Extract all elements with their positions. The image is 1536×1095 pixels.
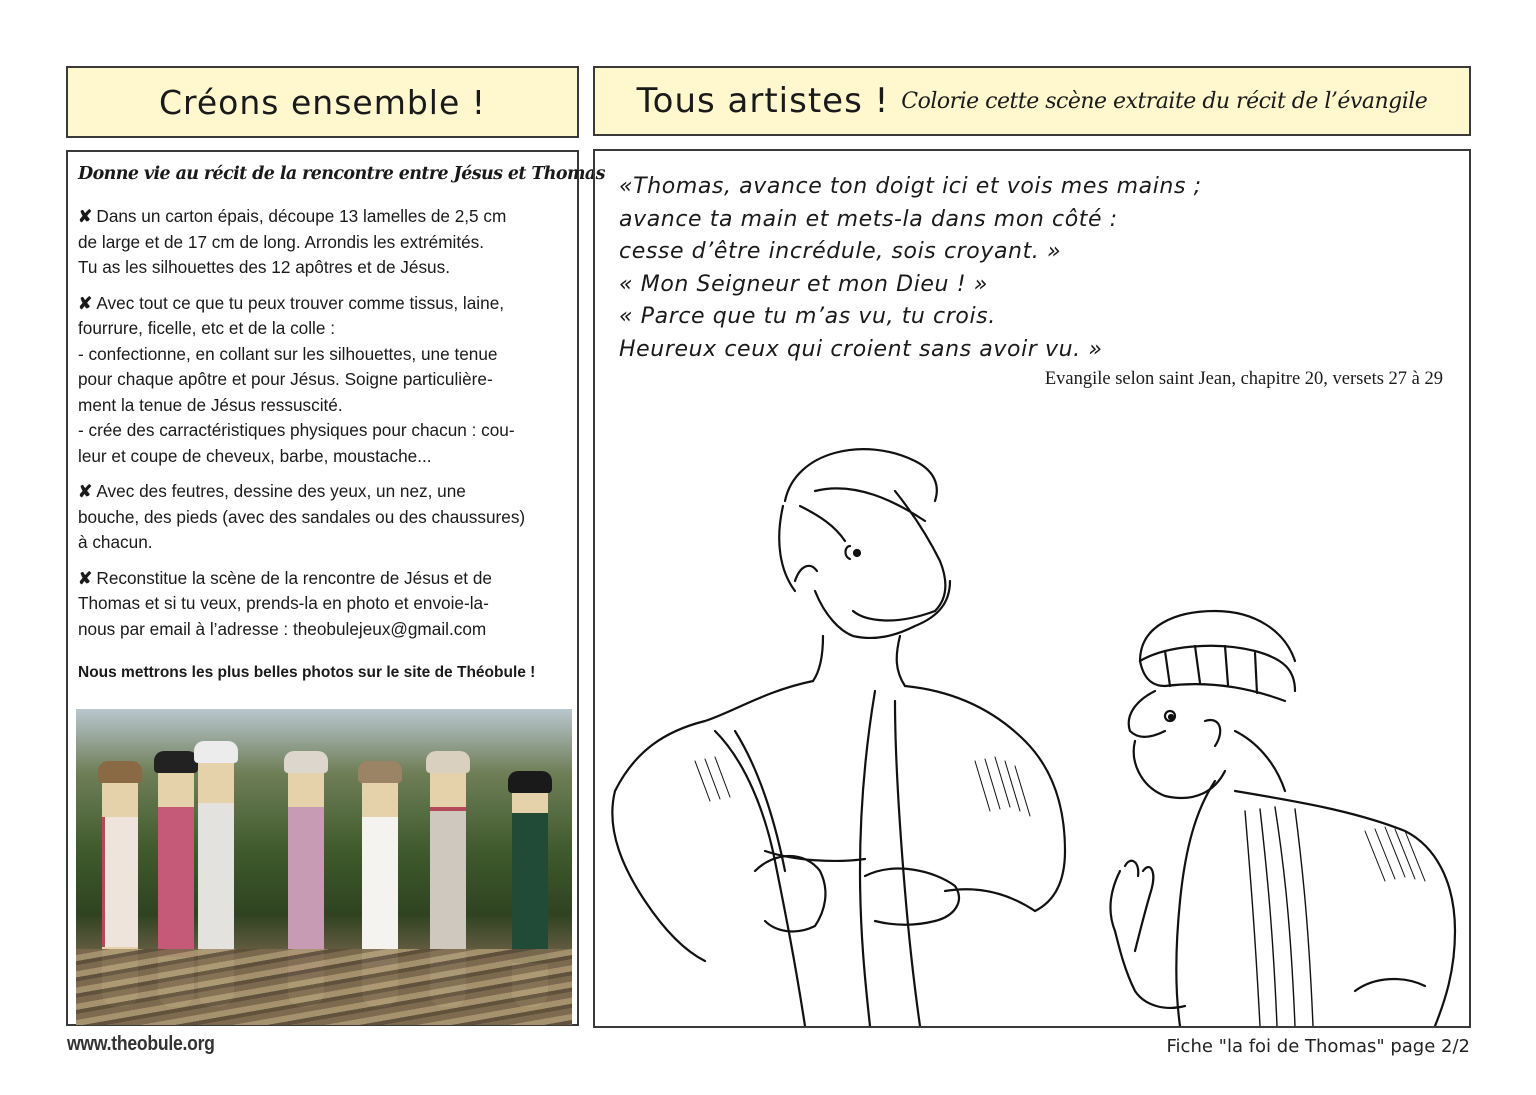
text-line: fourrure, ficelle, etc et de la colle :: [78, 318, 335, 338]
text-line: Avec tout ce que tu peux trouver comme tissus, laine,: [96, 292, 505, 313]
instruction-step-2: [78, 291, 569, 470]
cross-bullet-icon: ✘: [78, 481, 93, 501]
text-line: Reconstitue la scène de la rencontre de Jésus et de: [96, 567, 492, 588]
email-line: nous par email à l’adresse : theobulejeux@gmail.com: [78, 618, 487, 639]
right-title: Tous artistes !: [636, 81, 890, 121]
right-subtitle: Colorie cette scène extraite du récit de l’évangile: [901, 88, 1428, 114]
page-label: Fiche "la foi de Thomas" page 2/2: [1166, 1036, 1470, 1057]
quote-line: avance ta main et mets-la dans mon côté :: [619, 206, 1118, 232]
quote-source: Evangile selon saint Jean, chapitre 20, versets 27 à 29: [1044, 369, 1443, 389]
basket: [76, 949, 572, 1025]
photo-note: Nous mettrons les plus belles photos sur le site de Théobule !: [78, 664, 536, 681]
text-line: ment la tenue de Jésus ressuscité.: [78, 394, 343, 415]
text-line: pour chaque apôtre et pour Jésus. Soigne particulière-: [78, 369, 493, 389]
text-line: à chacun.: [78, 532, 153, 552]
instruction-step-4: [78, 566, 569, 643]
figurine-robe: [512, 813, 548, 963]
instruction-step-3: [78, 479, 569, 556]
quote-line: cesse d’être incrédule, sois croyant. »: [619, 239, 1062, 264]
figurine-hair: [508, 771, 552, 793]
figurine-hair: [426, 751, 470, 773]
quote-line: « Parce que tu m’as vu, tu crois.: [619, 304, 996, 329]
quote-line: Heureux ceux qui croient sans avoir vu. »: [619, 336, 1103, 362]
text-line: - confectionne, en collant sur les silhouettes, une tenue: [78, 343, 498, 364]
jesus-figure: [612, 449, 1065, 1026]
text-line: Thomas et si tu veux, prends-la en photo et envoie-la-: [78, 593, 489, 613]
instructions-heading: Donne vie au récit de la rencontre entre Jésus et Thomas: [78, 164, 605, 184]
text-line: leur et coupe de cheveux, barbe, moustache...: [78, 445, 432, 466]
text-line: Dans un carton épais, découpe 13 lamelles de 2,5 cm: [96, 206, 507, 226]
figurine-hair: [98, 761, 142, 783]
text-line: bouche, des pieds (avec des sandales ou des chaussures): [78, 506, 526, 527]
left-title-box: [66, 66, 579, 138]
text-line: Tu as les silhouettes des 12 apôtres et de Jésus.: [78, 257, 450, 277]
cross-bullet-icon: ✘: [78, 206, 93, 226]
cross-bullet-icon: ✘: [78, 292, 93, 313]
coloring-drawing: [595, 431, 1469, 1026]
figurine-hair: [358, 761, 402, 783]
craft-photo: [76, 709, 572, 1025]
left-title: Créons ensemble !: [159, 82, 486, 122]
text-line: de large et de 17 cm de long. Arrondis les extrémités.: [78, 231, 485, 252]
gospel-quote: [619, 171, 1202, 366]
figurine-robe: [198, 803, 234, 953]
instructions-panel: [66, 150, 605, 1026]
figurine-hair: [194, 741, 238, 763]
figurine-hair: [284, 751, 328, 773]
figurine-robe: [158, 807, 194, 957]
coloring-panel: [593, 149, 1471, 1028]
thomas-figure: [1110, 611, 1455, 1026]
cross-bullet-icon: ✘: [78, 567, 93, 588]
quote-line: «Thomas, avance ton doigt ici et vois mes mains ;: [619, 174, 1202, 199]
right-title-box: [593, 66, 1471, 136]
figurine-robe: [102, 817, 138, 947]
website-link[interactable]: www.theobule.org: [67, 1033, 215, 1055]
instruction-step-1: [78, 204, 569, 281]
figurine-robe: [362, 817, 398, 967]
quote-line: « Mon Seigneur et mon Dieu ! »: [619, 271, 988, 297]
figurine-hair: [154, 751, 198, 773]
text-line: Avec des feutres, dessine des yeux, un nez, une: [96, 481, 466, 501]
text-line: - crée des carractéristiques physiques pour chacun : cou-: [78, 420, 515, 440]
